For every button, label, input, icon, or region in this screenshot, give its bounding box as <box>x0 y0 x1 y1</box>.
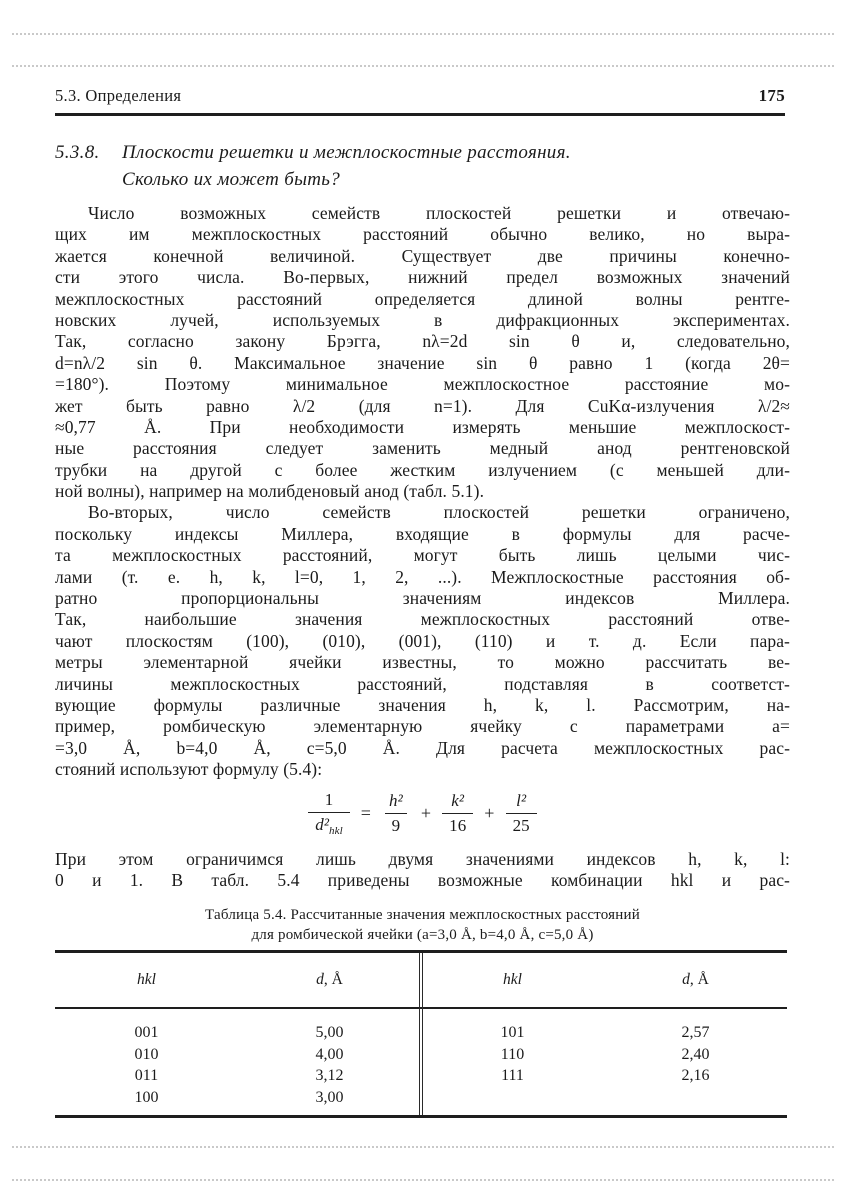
fraction-denominator: 16 <box>442 813 473 836</box>
hkl-cell: 011 <box>134 1067 159 1084</box>
formula-lhs-numerator: 1 <box>324 790 334 810</box>
text-line: Так, наибольшие значения межплоскостных расстояний отве- <box>55 609 790 630</box>
data-table <box>55 950 787 1118</box>
text-line: ной волны), например на молибденовый анод (табл. 5.1). <box>55 481 485 502</box>
fraction <box>442 791 473 836</box>
text-line: жается конечной величиной. Существует две причины конечно- <box>55 245 790 266</box>
formula-term <box>410 791 473 836</box>
text-line: Во-вторых, число семейств плоскостей решетки ограничено, <box>88 502 790 523</box>
d-cell: 3,00 <box>315 1088 344 1106</box>
text-line: ные расстояния следует заменить медный анод рентгеновской <box>55 438 790 459</box>
page-number: 175 <box>758 86 785 105</box>
heading-number: 5.3.8. <box>55 142 100 163</box>
section-heading <box>55 139 745 193</box>
text-line: межплоскостных расстояний определяется длиной волны рентге- <box>55 288 790 309</box>
equals-sign: = <box>360 803 372 824</box>
text-line: новских лучей, используемых в дифракционных экспериментах. <box>55 309 790 330</box>
fraction-numerator: k² <box>451 791 465 811</box>
d-cell: 2,57 <box>681 1024 710 1041</box>
table-row <box>55 1065 421 1087</box>
fraction <box>382 791 410 836</box>
formula-term <box>473 791 536 836</box>
text-line: ≈0,77 Å. При необходимости измерять меньшие межплоскост- <box>55 416 790 437</box>
d-column-header <box>238 971 421 989</box>
scan-noise-line <box>12 65 834 67</box>
paragraph-2 <box>55 502 790 780</box>
scan-noise-line <box>12 33 834 35</box>
table-right-half <box>421 1022 787 1108</box>
hkl-column-header: hkl <box>137 971 156 988</box>
text-line: стояний используют формулу (5.4): <box>55 759 323 780</box>
d-cell: 2,40 <box>681 1045 710 1063</box>
hkl-column-header: hkl <box>503 971 522 988</box>
paragraph-1 <box>55 203 790 502</box>
body-text <box>55 203 790 891</box>
heading-line-2: Сколько их может быть? <box>122 169 341 190</box>
formula-terms <box>382 791 537 836</box>
table-left-half <box>55 1022 421 1108</box>
text-line: При этом ограничимся лишь двумя значениями индексов h, k, l: <box>55 848 790 869</box>
table-row <box>421 1022 787 1044</box>
text-line: вующие формулы различные значения h, k, l. Рассмотрим, на- <box>55 694 790 715</box>
table-row <box>55 1087 421 1109</box>
hkl-cell: 111 <box>501 1067 524 1084</box>
fraction-numerator: h² <box>389 791 403 811</box>
heading-line-1: Плоскости решетки и межплоскостные расстояния. <box>122 142 571 163</box>
formula-lhs-denominator <box>308 812 350 837</box>
hkl-cell: 001 <box>134 1024 159 1041</box>
fraction-denominator: 25 <box>506 813 537 836</box>
fraction-lhs <box>308 790 350 837</box>
text-line: =180°). Поэтому минимальное межплоскостное расстояние мо- <box>55 374 790 395</box>
d-cell: 5,00 <box>315 1024 344 1041</box>
text-line: Число возможных семейств плоскостей решетки и отвечаю- <box>88 203 790 223</box>
plus-sign: + <box>484 803 495 824</box>
text-line: та межплоскостных расстояний, могут быть лишь целыми чис- <box>55 545 790 566</box>
formula-term <box>382 791 410 836</box>
table-row <box>421 1065 787 1087</box>
plus-sign: + <box>420 803 432 824</box>
table-row <box>55 1022 421 1044</box>
hkl-cell: 101 <box>500 1024 525 1041</box>
text-line: поскольку индексы Миллера, входящие в формулы для расче- <box>55 523 790 544</box>
hkl-cell: 010 <box>134 1045 159 1063</box>
formula-lhs-denominator-subscript: hkl <box>329 825 343 838</box>
angstrom-unit: , Å <box>323 971 343 988</box>
scan-noise-line <box>12 1146 834 1148</box>
text-line: личины межплоскостных расстояний, подставляя в соответст- <box>55 673 790 694</box>
text-line: =3,0 Å, b=4,0 Å, c=5,0 Å. Для расчета межплоскостных рас- <box>55 737 790 758</box>
running-head <box>55 86 785 116</box>
table-caption-line-1: Таблица 5.4. Рассчитанные значения межплоскостных расстояний <box>205 907 640 923</box>
table-row <box>421 1044 787 1066</box>
text-line: жет быть равно λ/2 (для n=1). Для CuKα-излучения λ/2≈ <box>55 395 790 416</box>
text-line: d=nλ/2 sin θ. Максимальное значение sin θ равно 1 (когда 2θ= <box>55 352 790 373</box>
text-line: 0 и 1. В табл. 5.4 приведены возможные комбинации hkl и рас- <box>55 869 790 890</box>
d-symbol: d <box>682 971 690 988</box>
table-caption <box>55 906 790 945</box>
d-cell: 4,00 <box>315 1045 344 1063</box>
running-head-section: 5.3. Определения <box>55 86 182 105</box>
paragraph-3 <box>55 849 790 892</box>
text-line: сти этого числа. Во-первых, нижний предел возможных значений <box>55 267 790 288</box>
fraction-numerator: l² <box>516 791 527 811</box>
hkl-cell: 110 <box>500 1045 525 1063</box>
d-symbol: d <box>316 971 324 988</box>
text-line: ратно пропорциональны значениям индексов Миллера. <box>55 588 790 609</box>
text-line: метры элементарной ячейки известны, то можно рассчитать ве- <box>55 652 790 673</box>
scan-noise-line <box>12 1179 834 1181</box>
table-row <box>55 1044 421 1066</box>
text-line: Так, согласно закону Брэгга, nλ=2d sin θ и, следовательно, <box>55 331 790 352</box>
text-line: трубки на другой с более жестким излучением (с меньшей дли- <box>55 459 790 480</box>
table-caption-line-2: для ромбической ячейки (a=3,0 Å, b=4,0 Å, c=5,0 Å) <box>251 926 594 943</box>
text-line: пример, ромбическую элементарную ячейку с параметрами a= <box>55 716 790 737</box>
heading-text <box>122 139 745 193</box>
angstrom-unit: , Å <box>689 971 709 988</box>
fraction-denominator: 9 <box>385 813 408 836</box>
text-line: чают плоскостям (100), (010), (001), (110) и т. д. Если пара- <box>55 630 790 651</box>
hkl-cell: 100 <box>134 1088 159 1106</box>
d-cell: 2,16 <box>681 1067 710 1084</box>
d-cell: 3,12 <box>315 1067 344 1084</box>
d-column-header <box>604 971 787 989</box>
text-line: щих им межплоскостных расстояний обычно велико, но выра- <box>55 224 790 245</box>
text-line: лами (т. е. h, k, l=0, 1, 2, ...). Межплоскостные расстояния об- <box>55 566 790 587</box>
fraction <box>506 791 537 836</box>
table-center-divider <box>419 953 423 1115</box>
formula-lhs-denominator-base: d² <box>315 815 330 835</box>
formula-5-4 <box>55 785 790 843</box>
